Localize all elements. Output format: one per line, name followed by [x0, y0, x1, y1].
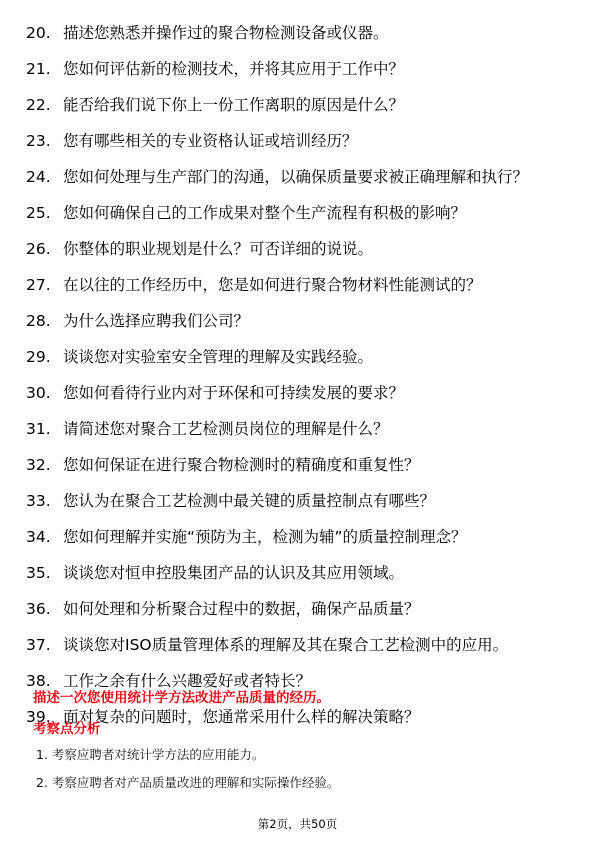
question-number: 34.: [26, 528, 51, 546]
question-number: 29.: [26, 348, 51, 366]
question-text: 您如何处理与生产部门的沟通，以确保质量要求被正确理解和执行？: [63, 168, 529, 186]
question-list: [26, 22, 571, 742]
question-text: 请简述您对聚合工艺检测员岗位的理解是什么？: [63, 420, 389, 438]
analysis-point: 1. 考察应聘者对统计学方法的应用能力。: [36, 747, 265, 762]
question-number: 32.: [26, 456, 51, 474]
list-item: [26, 382, 571, 404]
question-text: 谈谈您对恒申控股集团产品的认识及其应用领域。: [63, 564, 405, 582]
question-number: 27.: [26, 276, 51, 294]
question-number: 37.: [26, 636, 51, 654]
page-footer: 第2页，共50页: [257, 817, 338, 831]
question-text: 您有哪些相关的专业资格认证或培训经历？: [63, 132, 358, 150]
list-item: [26, 166, 571, 188]
question-number: 30.: [26, 384, 51, 402]
list-item: [26, 202, 571, 224]
list-item: [26, 562, 571, 584]
question-text: 为什么选择应聘我们公司？: [63, 312, 250, 330]
question-text: 你整体的职业规划是什么？可否详细的说说。: [63, 240, 374, 258]
question-number: 31.: [26, 420, 51, 438]
analysis-point: 2. 考察应聘者对产品质量改进的理解和实际操作经验。: [36, 775, 340, 790]
highlight-question: 描述一次您使用统计学方法改进产品质量的经历。: [33, 690, 330, 706]
question-text: 您如何看待行业内对于环保和可持续发展的要求？: [63, 384, 405, 402]
question-number: 25.: [26, 204, 51, 222]
list-item: [26, 22, 571, 44]
list-item: [26, 58, 571, 80]
question-text: 如何处理和分析聚合过程中的数据，确保产品质量？: [63, 600, 420, 618]
list-item: [26, 238, 571, 260]
question-number: 35.: [26, 564, 51, 582]
list-item: [26, 706, 571, 728]
list-item: [26, 634, 571, 656]
question-text: 您如何评估新的检测技术，并将其应用于工作中？: [63, 60, 405, 78]
question-number: 36.: [26, 600, 51, 618]
list-item: [26, 274, 571, 296]
question-number: 33.: [26, 492, 51, 510]
list-item: [26, 346, 571, 368]
list-item: [26, 490, 571, 512]
question-number: 23.: [26, 132, 51, 150]
question-text: 谈谈您对实验室安全管理的理解及实践经验。: [63, 348, 374, 366]
question-number: 39.: [26, 708, 51, 726]
question-text: 您如何保证在进行聚合物检测时的精确度和重复性？: [63, 456, 420, 474]
question-text: 您如何确保自己的工作成果对整个生产流程有积极的影响？: [63, 204, 467, 222]
question-text: 您认为在聚合工艺检测中最关键的质量控制点有哪些？: [63, 492, 436, 510]
question-number: 21.: [26, 60, 51, 78]
list-item: [26, 526, 571, 548]
analysis-title: 考察点分析: [33, 721, 101, 737]
question-number: 20.: [26, 24, 51, 42]
question-number: 26.: [26, 240, 51, 258]
question-number: 24.: [26, 168, 51, 186]
question-text: 能否给我们说下你上一份工作离职的原因是什么？: [63, 96, 405, 114]
list-item: [26, 418, 571, 440]
question-number: 38.: [26, 672, 51, 690]
list-item: [26, 598, 571, 620]
question-number: 22.: [26, 96, 51, 114]
question-text: 面对复杂的问题时，您通常采用什么样的解决策略？: [63, 708, 420, 726]
question-text: 描述您熟悉并操作过的聚合物检测设备或仪器。: [63, 24, 389, 42]
question-text: 您如何理解并实施“预防为主，检测为辅”的质量控制理念？: [63, 528, 467, 546]
question-text: 谈谈您对ISO质量管理体系的理解及其在聚合工艺检测中的应用。: [63, 636, 509, 654]
list-item: [26, 454, 571, 476]
list-item: [26, 310, 571, 332]
list-item: [26, 94, 571, 116]
question-text: 工作之余有什么兴趣爱好或者特长？: [63, 672, 312, 690]
question-text: 在以往的工作经历中，您是如何进行聚合物材料性能测试的？: [63, 276, 482, 294]
question-number: 28.: [26, 312, 51, 330]
list-item: [26, 130, 571, 152]
